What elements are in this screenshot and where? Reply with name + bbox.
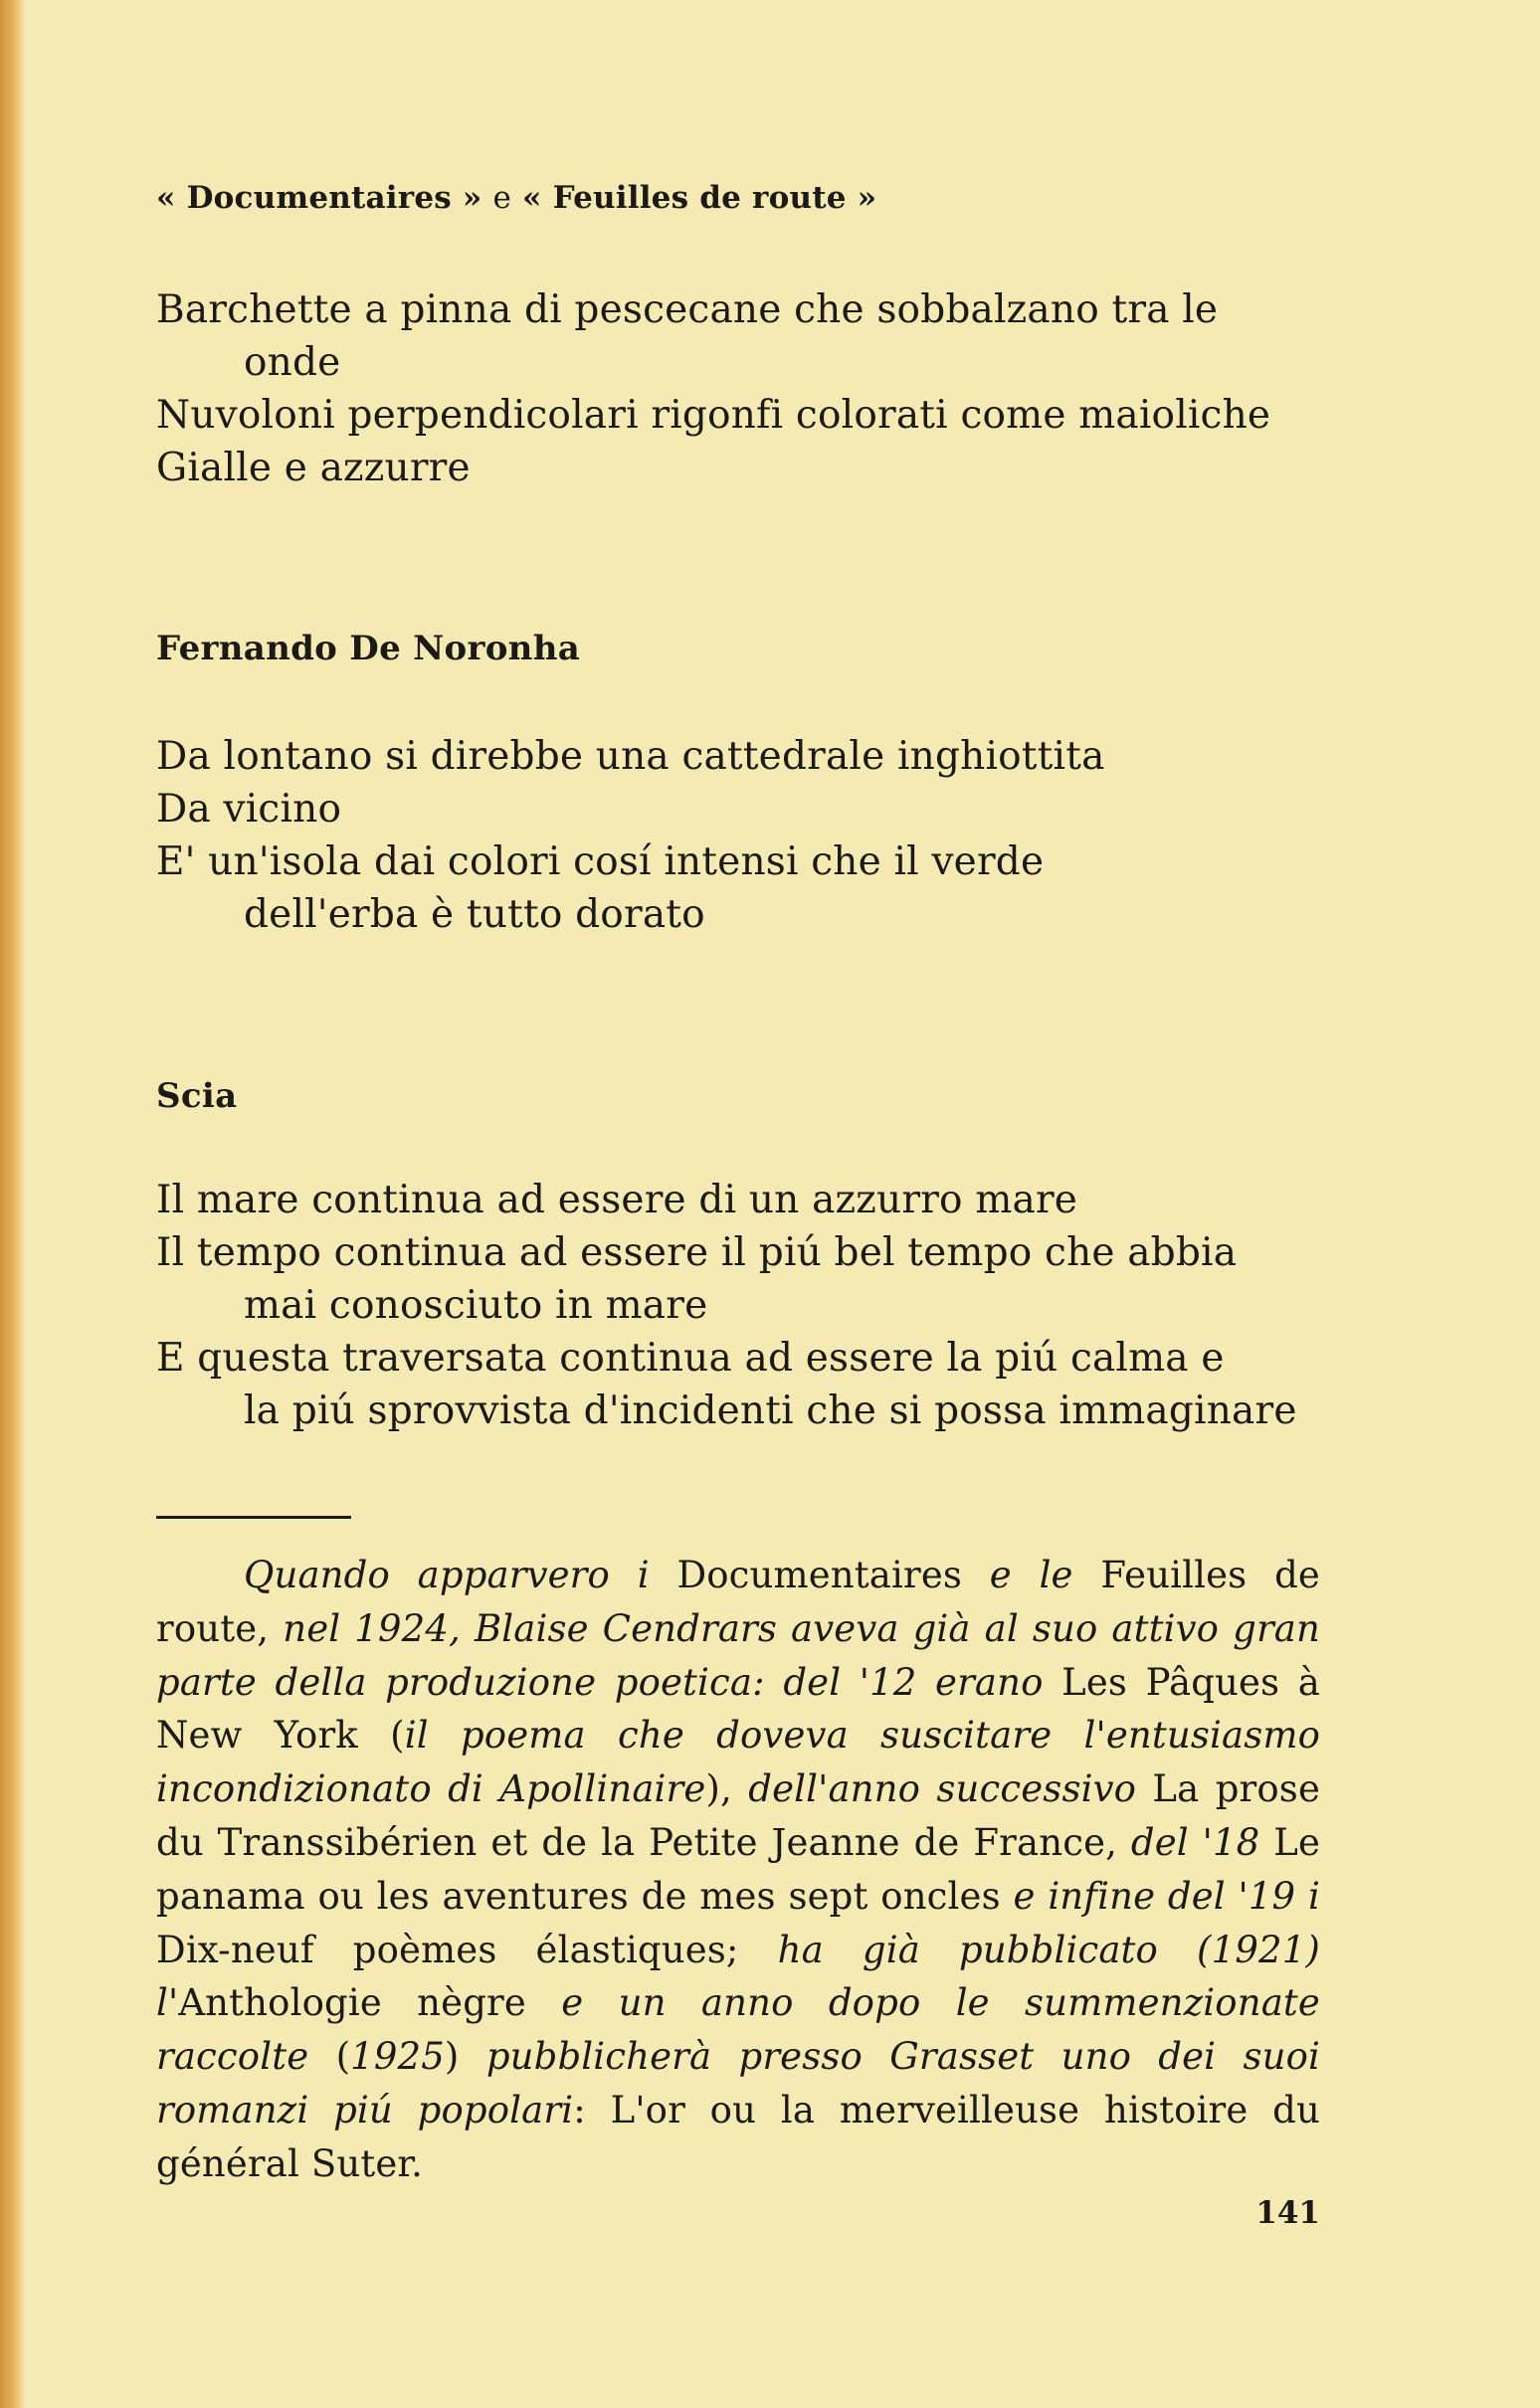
verse-line: Il mare continua ad essere di un azzurro mare: [156, 1178, 1078, 1222]
verse-line: Da vicino: [156, 787, 342, 832]
verse-line: la piú sprovvista d'incidenti che si possa immaginare: [244, 1389, 1297, 1433]
verse-line: onde: [244, 340, 341, 385]
note-punct: ): [444, 2035, 460, 2079]
note-work-title: Anthologie nègre: [178, 1981, 526, 2025]
verse-line: dell'erba è tutto dorato: [244, 892, 705, 937]
poem-title-scia: Scia: [156, 1076, 238, 1116]
note-punct: (: [335, 2035, 351, 2079]
note-work-title: Dix-neuf poèmes élastiques;: [156, 1928, 739, 1971]
poem-intro: [156, 283, 1320, 494]
verse-line: Barchette a pinna di pescecane che sobbalzano tra le: [156, 287, 1219, 332]
book-spine-shadow: [0, 0, 26, 2408]
note-punct: :: [573, 2088, 586, 2131]
verse-line: Nuvoloni perpendicolari rigonfi colorati come maioliche: [156, 393, 1271, 438]
note-italic: pubblicherà presso Grasset uno dei suoi romanzi piú popolari: [156, 2035, 1320, 2131]
page-number: 141: [1255, 2195, 1320, 2231]
verse-line: Il tempo continua ad essere il piú bel tempo che abbia: [156, 1230, 1238, 1275]
note-punct: (: [390, 1714, 405, 1758]
verse-line: E' un'isola dai colori cosí intensi che il verde: [156, 839, 1045, 884]
note-italic: nel 1924, Blaise Cendrars aveva già al suo attivo gran parte della produzione poetica: del '12 erano: [156, 1606, 1320, 1704]
note-italic: il poema che doveva suscitare l'entusiasmo incondizionato di Apollinaire: [156, 1714, 1320, 1811]
note-punct: ),: [705, 1767, 732, 1811]
note-work-title: Le panama ou les aventures de mes sept oncles: [156, 1820, 1320, 1918]
verse-line: mai conosciuto in mare: [244, 1283, 708, 1328]
note-italic: del '18: [1130, 1820, 1260, 1864]
note-italic: Quando apparvero i: [244, 1554, 650, 1596]
note-italic: e un anno dopo le summenzionate raccolte: [156, 1981, 1320, 2079]
note-work-title: La prose du Transsibérien et de la Petite Jeanne de France,: [156, 1767, 1320, 1864]
running-header: [156, 180, 876, 216]
note-italic: e infine del '19 i: [1013, 1874, 1320, 1918]
poem-noronha: [156, 730, 1320, 941]
note-italic: 1925: [350, 2035, 445, 2079]
note-work-title: Feuilles de route,: [156, 1554, 1320, 1650]
note-work-title: Documentaires: [676, 1554, 963, 1596]
note-italic: dell'anno successivo: [748, 1767, 1137, 1811]
verse-line: E questa traversata continua ad essere la piú calma e: [156, 1336, 1225, 1381]
verse-line: Gialle e azzurre: [156, 446, 471, 490]
poem-scia: [156, 1174, 1320, 1437]
poem-title-noronha: Fernando De Noronha: [156, 629, 581, 668]
note-work-title: Les Pâques à New York: [156, 1660, 1320, 1758]
note-italic: e le: [989, 1554, 1073, 1596]
header-title-left: « Documentaires »: [156, 180, 482, 216]
footnote-paragraph: [156, 1549, 1320, 2191]
note-italic: ha già pubblicato (1921) l': [156, 1928, 1320, 2025]
verse-line: Da lontano si direbbe una cattedrale inghiottita: [156, 734, 1105, 779]
header-title-right: « Feuilles de route »: [522, 180, 877, 216]
header-conjunction: e: [492, 180, 512, 216]
book-page: [156, 0, 1320, 2408]
footnote-divider: [156, 1516, 351, 1519]
note-work-title: L'or ou la merveilleuse histoire du général Suter.: [156, 2088, 1320, 2185]
